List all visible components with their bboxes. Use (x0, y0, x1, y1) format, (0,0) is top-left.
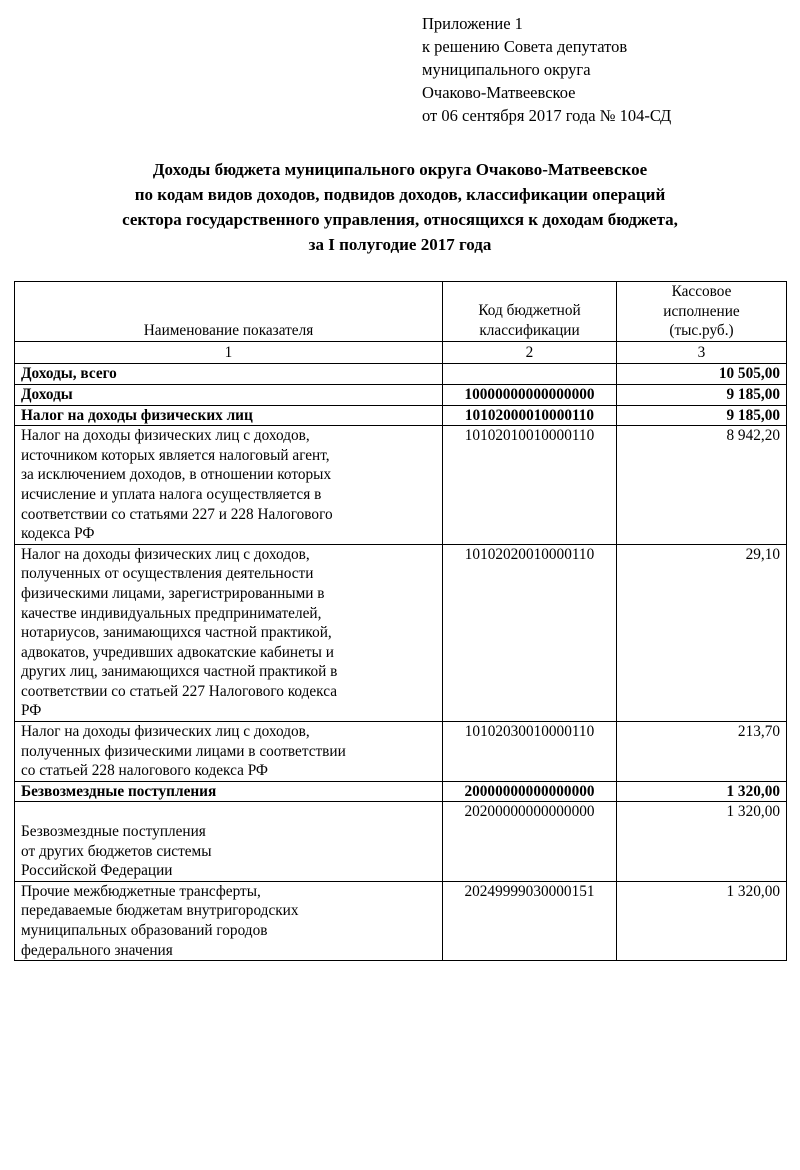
column-number-3: 3 (617, 341, 787, 364)
cell-indicator-name-line: соответствии со статьями 227 и 228 Налогового (21, 505, 333, 523)
column-header-value (617, 282, 787, 342)
budget-revenue-table (14, 281, 787, 961)
cell-indicator-name (15, 544, 443, 721)
cell-indicator-name-line: адвокатов, учредивших адвокатские кабинеты и (21, 643, 334, 661)
cell-indicator-name-line: Доходы, всего (21, 365, 117, 383)
cell-cash-execution: 1 320,00 (617, 781, 787, 802)
cell-indicator-name (15, 781, 443, 802)
cell-indicator-name-line: Налог на доходы физических лиц (21, 406, 253, 424)
cell-cash-execution: 9 185,00 (617, 384, 787, 405)
cell-indicator-name-line: соответствии со статьей 227 Налогового кодекса (21, 682, 337, 700)
table-body (15, 364, 787, 961)
cell-cash-execution: 1 320,00 (617, 802, 787, 881)
cell-indicator-name-line: качестве индивидуальных предпринимателей, (21, 604, 322, 622)
document-header (422, 12, 786, 127)
cell-budget-code: 20249999030000151 (443, 881, 617, 960)
title-line-4: за I полугодие 2017 года (308, 235, 492, 254)
cell-budget-code: 10102030010000110 (443, 722, 617, 782)
page-title (14, 157, 786, 257)
cell-indicator-name (15, 364, 443, 385)
cell-budget-code: 10102010010000110 (443, 426, 617, 545)
table-row (15, 881, 787, 960)
cell-indicator-name-line: Безвозмездные поступления (21, 823, 206, 841)
column-header-value-line1: Кассовое (671, 283, 732, 300)
cell-indicator-name-line: исчисление и уплата налога осуществляется в (21, 485, 322, 503)
cell-indicator-name-line: других лиц, занимающихся частной практикой в (21, 663, 338, 681)
cell-indicator-name-line: нотариусов, занимающихся частной практикой, (21, 624, 332, 642)
header-line-5: от 06 сентября 2017 года № 104-СД (422, 106, 672, 125)
column-header-code-line2: классификации (479, 321, 580, 339)
cell-indicator-name-line: со статьей 228 налогового кодекса РФ (21, 762, 269, 780)
cell-cash-execution: 8 942,20 (617, 426, 787, 545)
column-header-value-line2: исполнение (663, 302, 740, 320)
header-line-2: к решению Совета депутатов (422, 37, 628, 56)
cell-cash-execution: 10 505,00 (617, 364, 787, 385)
column-header-code (443, 282, 617, 342)
cell-indicator-name-line: Налог на доходы физических лиц с доходов, (21, 545, 310, 563)
table-column-number-row (15, 341, 787, 364)
column-header-name (15, 282, 443, 342)
cell-indicator-name-line: Прочие межбюджетные трансферты, (21, 882, 261, 900)
cell-budget-code: 20200000000000000 (443, 802, 617, 881)
cell-indicator-name (15, 384, 443, 405)
cell-cash-execution: 1 320,00 (617, 881, 787, 960)
title-line-2: по кодам видов доходов, подвидов доходов, классификации операций (134, 185, 666, 204)
cell-indicator-name-line: Доходы (21, 385, 73, 403)
cell-indicator-name-line: кодекса РФ (21, 525, 95, 543)
cell-indicator-name-line: передаваемые бюджетам внутригородских (21, 902, 299, 920)
column-header-name-text: Наименование показателя (143, 322, 314, 340)
cell-indicator-name-line: Российской Федерации (21, 862, 173, 880)
cell-budget-code: 10102000010000110 (443, 405, 617, 426)
cell-budget-code (443, 364, 617, 385)
title-line-3: сектора государственного управления, относящихся к доходам бюджета, (122, 210, 678, 229)
cell-indicator-name-line: за исключением доходов, в отношении которых (21, 466, 332, 484)
cell-indicator-name (15, 881, 443, 960)
cell-cash-execution: 29,10 (617, 544, 787, 721)
cell-indicator-name (15, 426, 443, 545)
column-number-2: 2 (443, 341, 617, 364)
cell-budget-code: 10102020010000110 (443, 544, 617, 721)
cell-indicator-name-line: полученных физическими лицами в соответствии (21, 742, 346, 760)
table-row (15, 544, 787, 721)
header-line-1: Приложение 1 (422, 14, 523, 33)
cell-budget-code: 20000000000000000 (443, 781, 617, 802)
cell-indicator-name-line: муниципальных образований городов (21, 922, 268, 939)
cell-indicator-name (15, 802, 443, 881)
header-line-3: муниципального округа (422, 60, 591, 79)
column-header-code-line1: Код бюджетной (478, 302, 581, 319)
cell-cash-execution: 213,70 (617, 722, 787, 782)
cell-indicator-name-line: от других бюджетов системы (21, 842, 212, 860)
header-line-4: Очаково-Матвеевское (422, 83, 576, 102)
title-line-1: Доходы бюджета муниципального округа Очаково-Матвеевское (152, 160, 648, 179)
table-row (15, 364, 787, 385)
cell-indicator-name-line: РФ (21, 702, 42, 720)
table-row (15, 426, 787, 545)
table-header (15, 282, 787, 364)
cell-indicator-name (15, 722, 443, 782)
cell-indicator-name-line: полученных от осуществления деятельности (21, 565, 314, 583)
column-number-1: 1 (15, 341, 443, 364)
table-header-row (15, 282, 787, 342)
cell-indicator-name-line: Налог на доходы физических лиц с доходов, (21, 723, 310, 741)
cell-indicator-name-line: Налог на доходы физических лиц с доходов, (21, 427, 310, 445)
cell-cash-execution: 9 185,00 (617, 405, 787, 426)
cell-indicator-name-line (21, 802, 436, 822)
table-row (15, 722, 787, 782)
cell-indicator-name-line: Безвозмездные поступления (21, 782, 217, 800)
cell-indicator-name-line: федерального значения (21, 941, 173, 959)
table-row (15, 802, 787, 881)
table-row (15, 781, 787, 802)
cell-indicator-name-line: источником которых является налоговый агент, (21, 446, 330, 464)
table-row (15, 405, 787, 426)
column-header-value-line3: (тыс.руб.) (669, 322, 734, 340)
table-row (15, 384, 787, 405)
cell-indicator-name-line: физическими лицами, зарегистрированными в (21, 584, 325, 602)
cell-indicator-name (15, 405, 443, 426)
cell-budget-code: 10000000000000000 (443, 384, 617, 405)
